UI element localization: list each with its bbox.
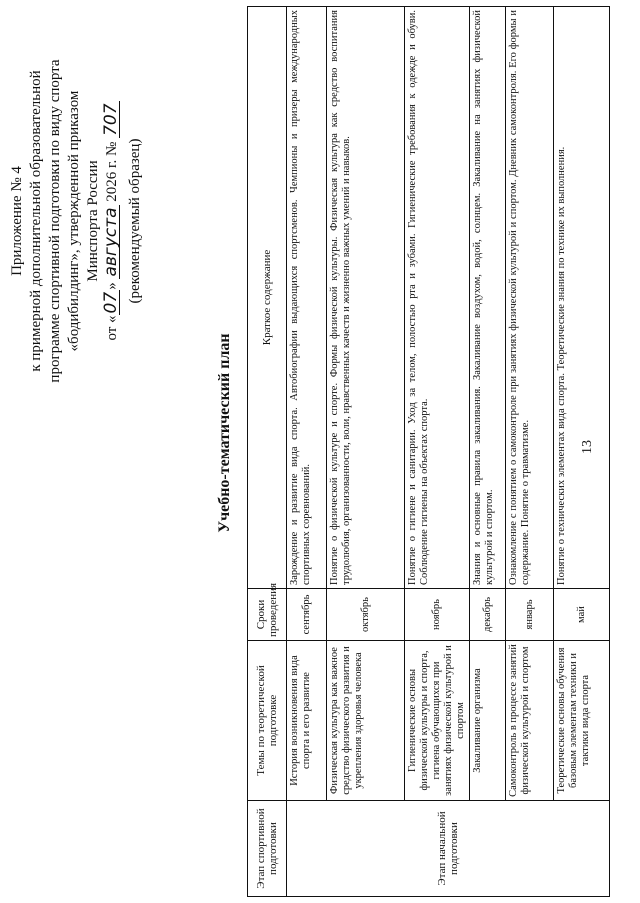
table-row (405, 7, 470, 897)
table-row (554, 7, 610, 897)
plan-title: Учебно-тематический план (216, 333, 233, 533)
thematic-plan-table (247, 6, 610, 897)
table-row (287, 7, 327, 897)
table-header-row (248, 7, 287, 897)
table-row (506, 7, 554, 897)
header-line: Приложение № 4 (9, 166, 25, 276)
header-line: программе спортивной подготовки по виду спорта (47, 59, 63, 383)
page-number: 13 (580, 440, 595, 454)
content-cell: Понятие о физической культуре и спорте. Формы физической культуры. Физическая культура как средство воспитания трудолюбия, организованности, воли, нравственных качеств и жизненно важных умений и навыков. (327, 7, 405, 589)
column-header: Этап спортивной подготовки (248, 801, 287, 897)
handwritten-month: августа (101, 207, 121, 277)
content-cell: Понятие о гигиене и санитарии. Уход за телом, полостью рта и зубами. Гигиенические требования к одежде и обуви. Соблюдение гигиены на объектах спорта. (405, 7, 470, 589)
appendix-header (8, 11, 145, 431)
term-cell: январь (506, 589, 554, 641)
content-cell: Знания и основные правила закаливания. Закаливание воздухом, водой, солнцем. Закаливание на занятиях физической культурой и спортом. (470, 7, 506, 589)
table-row (327, 7, 405, 897)
handwritten-number: 707 (101, 103, 121, 136)
column-header: Сроки проведения (248, 589, 287, 641)
order-date-line: от «07» августа 2026 г. № 707 (101, 103, 121, 341)
term-cell: май (554, 589, 610, 641)
column-header: Темы по теоретической подготовке (248, 641, 287, 801)
term-cell: октябрь (327, 589, 405, 641)
header-line: к примерной дополнительной образовательной (28, 70, 44, 372)
recommended-note: (рекомендуемый образец) (127, 138, 143, 304)
content-cell: Ознакомление с понятием о самоконтроле при занятиях физической культурой и спортом. Дневник самоконтроля. Его формы и содержание. Понятие о травматизме. (506, 7, 554, 589)
topic-cell: История возникновения вида спорта и его развитие (287, 641, 327, 801)
topic-cell: Закаливание организма (470, 641, 506, 801)
topic-cell: Физическая культура как важное средство физического развития и укрепления здоровья человека (327, 641, 405, 801)
content-cell: Зарождение и развитие вида спорта. Автобиографии выдающихся спортсменов. Чемпионы и призеры международных спортивных соревнований. (287, 7, 327, 589)
term-cell: ноябрь (405, 589, 470, 641)
stage-cell: Этап начальной подготовки (287, 801, 610, 897)
topic-cell: Теоретические основы обучения базовым элементам техники и тактики вида спорта (554, 641, 610, 801)
content-cell: Понятие о технических элементах вида спорта. Теоретические знания по технике их выполнения. (554, 7, 610, 589)
table-row (470, 7, 506, 897)
column-header: Краткое содержание (248, 7, 287, 589)
handwritten-day: 07 (101, 291, 121, 314)
topic-cell: Гигиенические основы физической культуры и спорта, гигиена обучающихся при занятиях физической культурой и спортом (405, 641, 470, 801)
header-line: «бодибилдинг», утвержденной приказом (66, 90, 82, 352)
term-cell: декабрь (470, 589, 506, 641)
term-cell: сентябрь (287, 589, 327, 641)
header-line: Минспорта России (85, 160, 101, 282)
topic-cell: Самоконтроль в процессе занятий физической культурой и спортом (506, 641, 554, 801)
